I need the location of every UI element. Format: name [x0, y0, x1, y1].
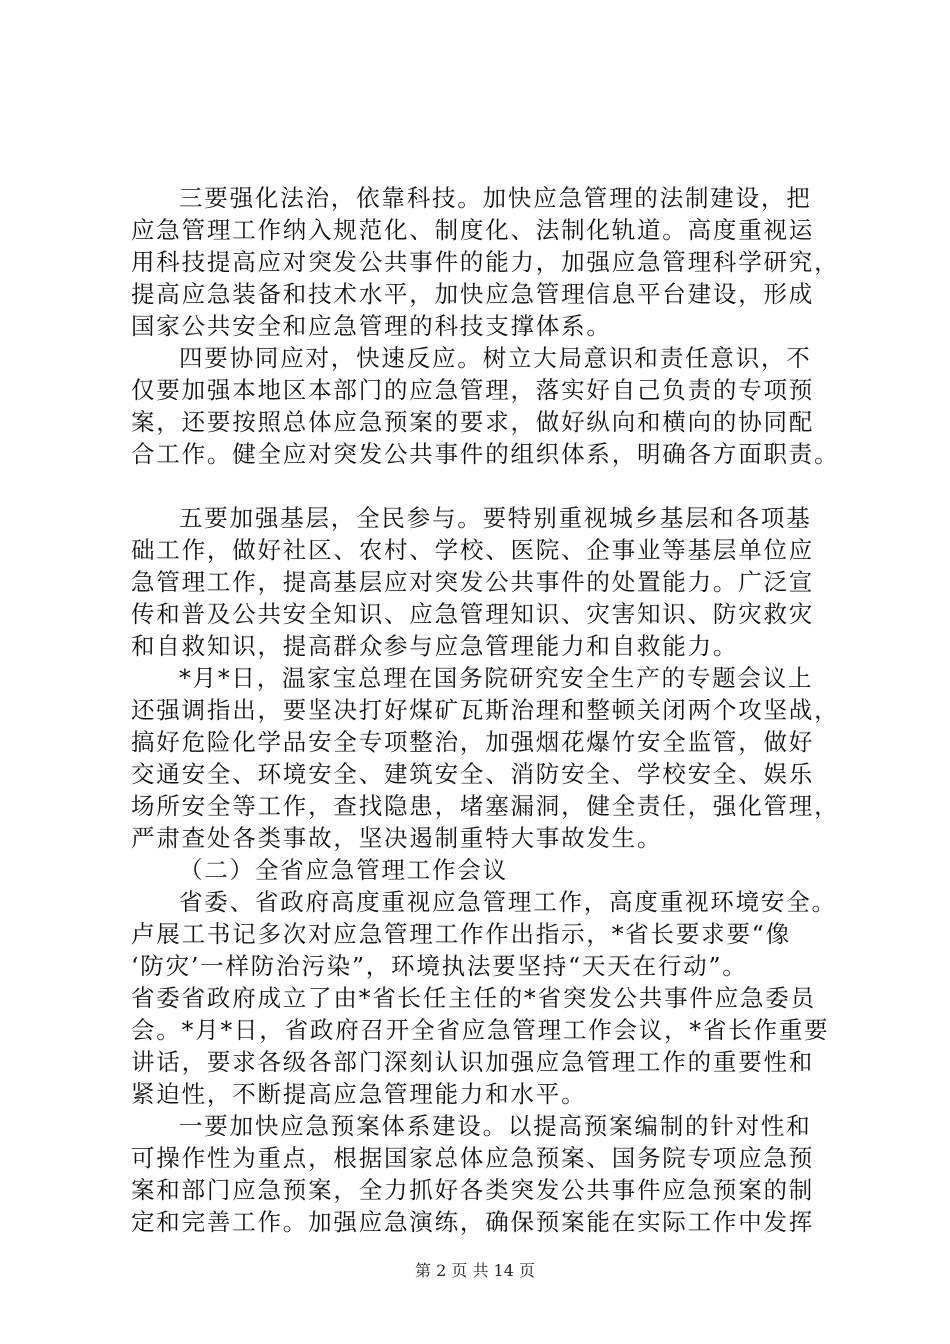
text-line: 讲话，要求各级各部门深刻认识加强应急管理工作的重要性和: [131, 1048, 815, 1076]
text-line: ‘防灾’一样防治污染”，环境执法要坚持“天天在行动”。: [131, 952, 748, 980]
text-line: 紧迫性，不断提高应急管理能力和水平。: [131, 1080, 587, 1108]
text-line: 四要协同应对，快速反应。树立大局意识和责任意识，不: [179, 344, 812, 372]
text-line: *月*日，温家宝总理在国务院研究安全生产的专题会议上: [179, 664, 814, 692]
text-line: 急管理工作，提高基层应对突发公共事件的处置能力。广泛宣: [131, 568, 815, 596]
text-line: 案，还要按照总体应急预案的要求，做好纵向和横向的协同配: [131, 408, 815, 436]
section-heading: （二）全省应急管理工作会议: [179, 856, 508, 884]
text-line: 础工作，做好社区、农村、学校、医院、企事业等基层单位应: [131, 536, 815, 564]
page-number: 第 2 页 共 14 页: [415, 1261, 535, 1280]
text-line: 省委、省政府高度重视应急管理工作，高度重视环境安全。: [179, 888, 837, 916]
text-line: 应急管理工作纳入规范化、制度化、法制化轨道。高度重视运: [131, 216, 815, 244]
text-line: 可操作性为重点，根据国家总体应急预案、国务院专项应急预: [131, 1144, 815, 1172]
text-line: 严肃查处各类事故，坚决遏制重特大事故发生。: [131, 824, 663, 852]
text-line: 国家公共安全和应急管理的科技支撑体系。: [131, 312, 612, 340]
text-line: 还强调指出，要坚决打好煤矿瓦斯治理和整顿关闭两个攻坚战，: [131, 696, 840, 724]
text-line: 案和部门应急预案，全力抓好各类突发公共事件应急预案的制: [131, 1176, 815, 1204]
text-line: 三要强化法治，依靠科技。加快应急管理的法制建设，把: [179, 184, 812, 212]
text-line: 定和完善工作。加强应急演练，确保预案能在实际工作中发挥: [131, 1208, 815, 1236]
text-line: 合工作。健全应对突发公共事件的组织体系，明确各方面职责。: [131, 440, 840, 468]
text-line: 和自救知识，提高群众参与应急管理能力和自救能力。: [131, 632, 739, 660]
text-line: 省委省政府成立了由*省长任主任的*省突发公共事件应急委员: [131, 984, 816, 1012]
text-line: 提高应急装备和技术水平，加快应急管理信息平台建设，形成: [131, 280, 815, 308]
text-line: 一要加快应急预案体系建设。以提高预案编制的针对性和: [179, 1112, 812, 1140]
text-line: 会。*月*日，省政府召开全省应急管理工作会议，*省长作重要: [131, 1016, 830, 1044]
text-line: 五要加强基层，全民参与。要特别重视城乡基层和各项基: [179, 504, 812, 532]
text-line: 传和普及公共安全知识、应急管理知识、灾害知识、防灾救灾: [131, 600, 815, 628]
text-line: 交通安全、环境安全、建筑安全、消防安全、学校安全、娱乐: [131, 760, 815, 788]
text-line: 卢展工书记多次对应急管理工作作出指示，*省长要求要“像: [131, 920, 791, 948]
text-line: 搞好危险化学品安全专项整治，加强烟花爆竹安全监管，做好: [131, 728, 815, 756]
text-line: 用科技提高应对突发公共事件的能力，加强应急管理科学研究，: [131, 248, 840, 276]
text-line: 场所安全等工作，查找隐患，堵塞漏洞，健全责任，强化管理，: [131, 792, 840, 820]
text-line: 仅要加强本地区本部门的应急管理，落实好自己负责的专项预: [131, 376, 815, 404]
